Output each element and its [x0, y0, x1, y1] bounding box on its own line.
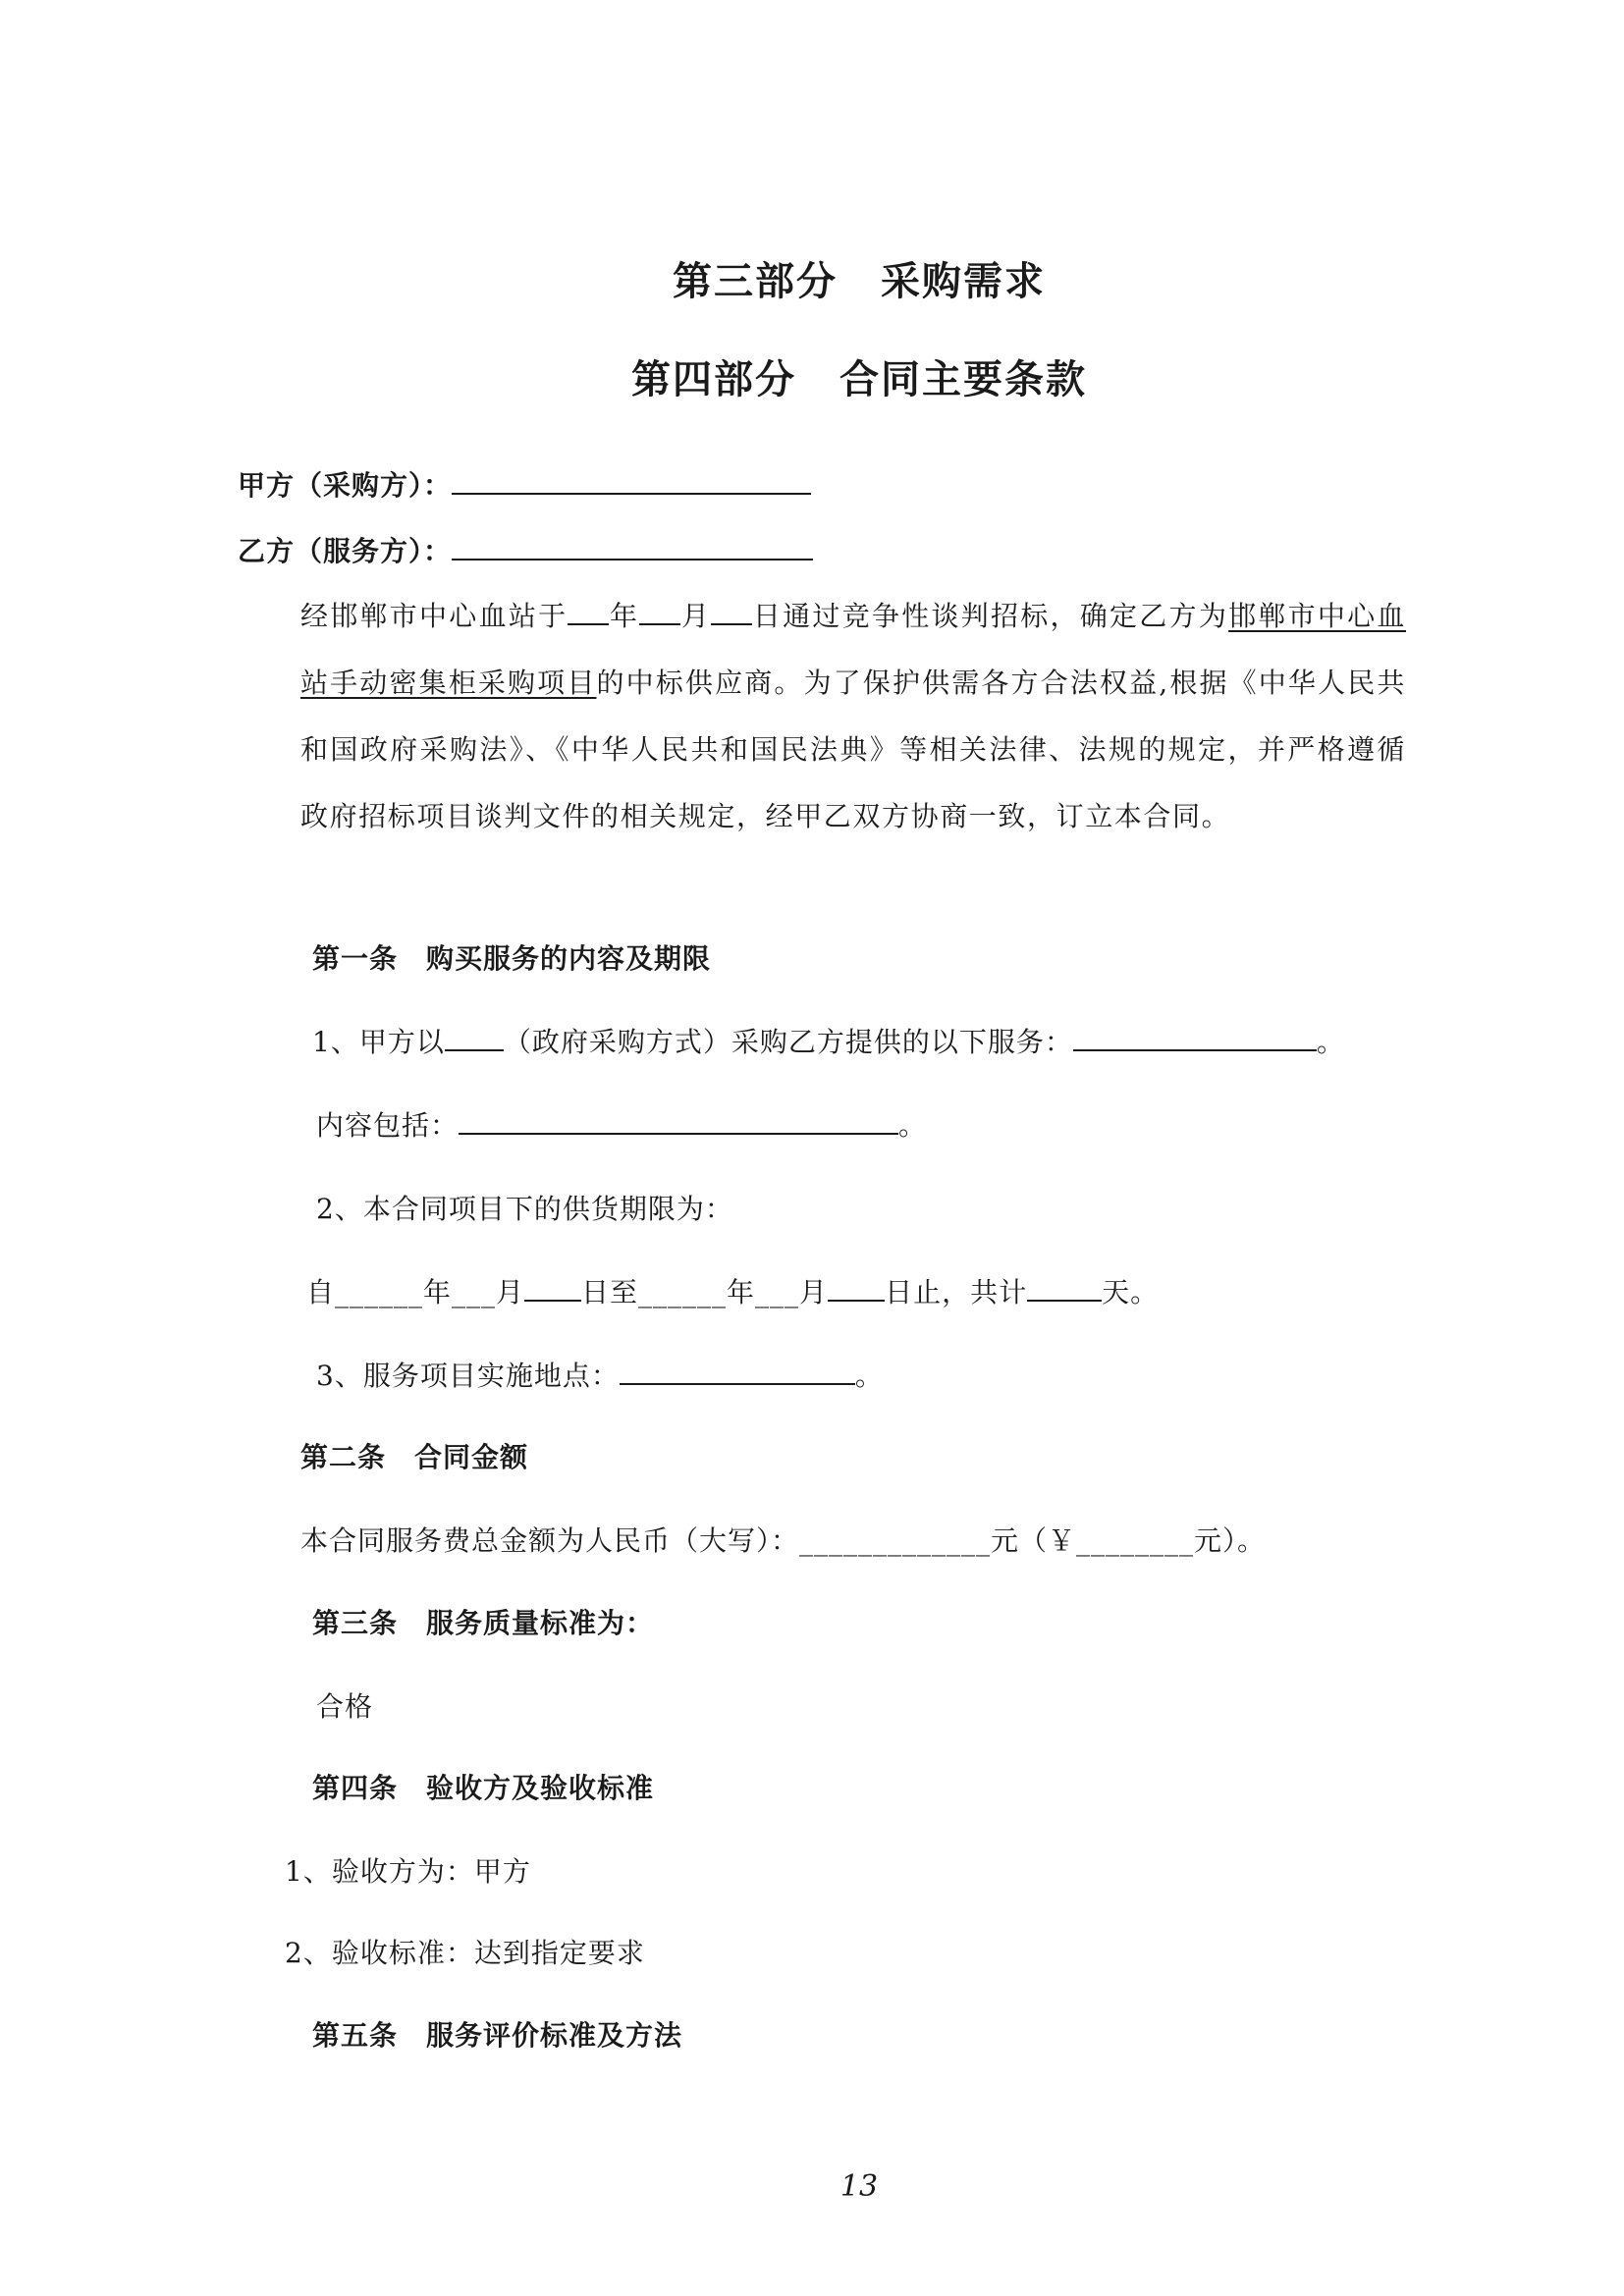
article1-item3: 3、服务项目实施地点： 。	[316, 1360, 884, 1392]
part3-title-text: 采购需求	[881, 258, 1046, 304]
intro-paragraph: 经邯郸市中心血站于 年 月 日通过竞争性谈判招标，确定乙方为邯郸市中心血站手动密集柜采购项目的中标供应商。为了保护供需各方合法权益,根据《中华人民共和国政府采购法》、《中华人民共和国民法典》等相关法律、法规的规定，并严格遵循政府招标项目谈判文件的相关规定，经甲乙双方协商一致，订立本合同。	[300, 600, 1407, 832]
article5-heading: 第五条 服务评价标准及方法	[312, 2019, 683, 2052]
article3-text: 合格	[316, 1690, 374, 1723]
part3-title	[0, 250, 1624, 306]
days-blank	[1027, 1274, 1102, 1302]
article4-item2: 2、验收标准：达到指定要求	[285, 1937, 645, 1969]
article4-item1: 1、验收方为：甲方	[285, 1855, 531, 1888]
article1-item1: 1、甲方以 （政府采购方式）采购乙方提供的以下服务： 。	[312, 1026, 1345, 1058]
location-blank	[620, 1358, 855, 1385]
party-b-line	[238, 530, 813, 569]
party-b-label: 乙方（服务方）：	[238, 535, 453, 567]
part4-title-number: 第四部分	[631, 356, 796, 402]
article1-heading: 第一条 购买服务的内容及期限	[312, 942, 712, 975]
article4-heading: 第四条 验收方及验收标准	[312, 1772, 655, 1804]
part3-title-number: 第三部分	[673, 258, 838, 304]
party-b-blank	[452, 533, 813, 561]
article1-content: 内容包括： 。	[316, 1109, 928, 1142]
article2-heading: 第二条 合同金额	[300, 1441, 529, 1473]
intro-year-blank	[568, 598, 609, 625]
content-blank	[459, 1107, 898, 1135]
part4-title	[0, 348, 1624, 404]
page-number: 13	[839, 2169, 879, 2204]
service-blank	[1073, 1024, 1317, 1051]
intro-day-blank	[711, 598, 752, 625]
article2-text: 本合同服务费总金额为人民币（大写）：_____________元（￥________元）。	[300, 1524, 1267, 1557]
intro-month-blank	[639, 598, 680, 625]
supply-period-line: 自______年___月 日至______年___月 日止，共计 天。	[306, 1276, 1160, 1308]
procurement-method-blank	[445, 1024, 504, 1051]
party-a-label: 甲方（采购方）：	[238, 469, 453, 502]
party-a-line	[238, 464, 811, 504]
article3-heading: 第三条 服务质量标准为：	[312, 1607, 655, 1639]
project-name: 邯郸市中心血站手动密集柜采购项目	[300, 600, 1407, 699]
article1-item2: 2、本合同项目下的供货期限为：	[316, 1193, 733, 1225]
part4-title-text: 合同主要条款	[839, 356, 1087, 402]
party-a-blank	[452, 467, 811, 495]
